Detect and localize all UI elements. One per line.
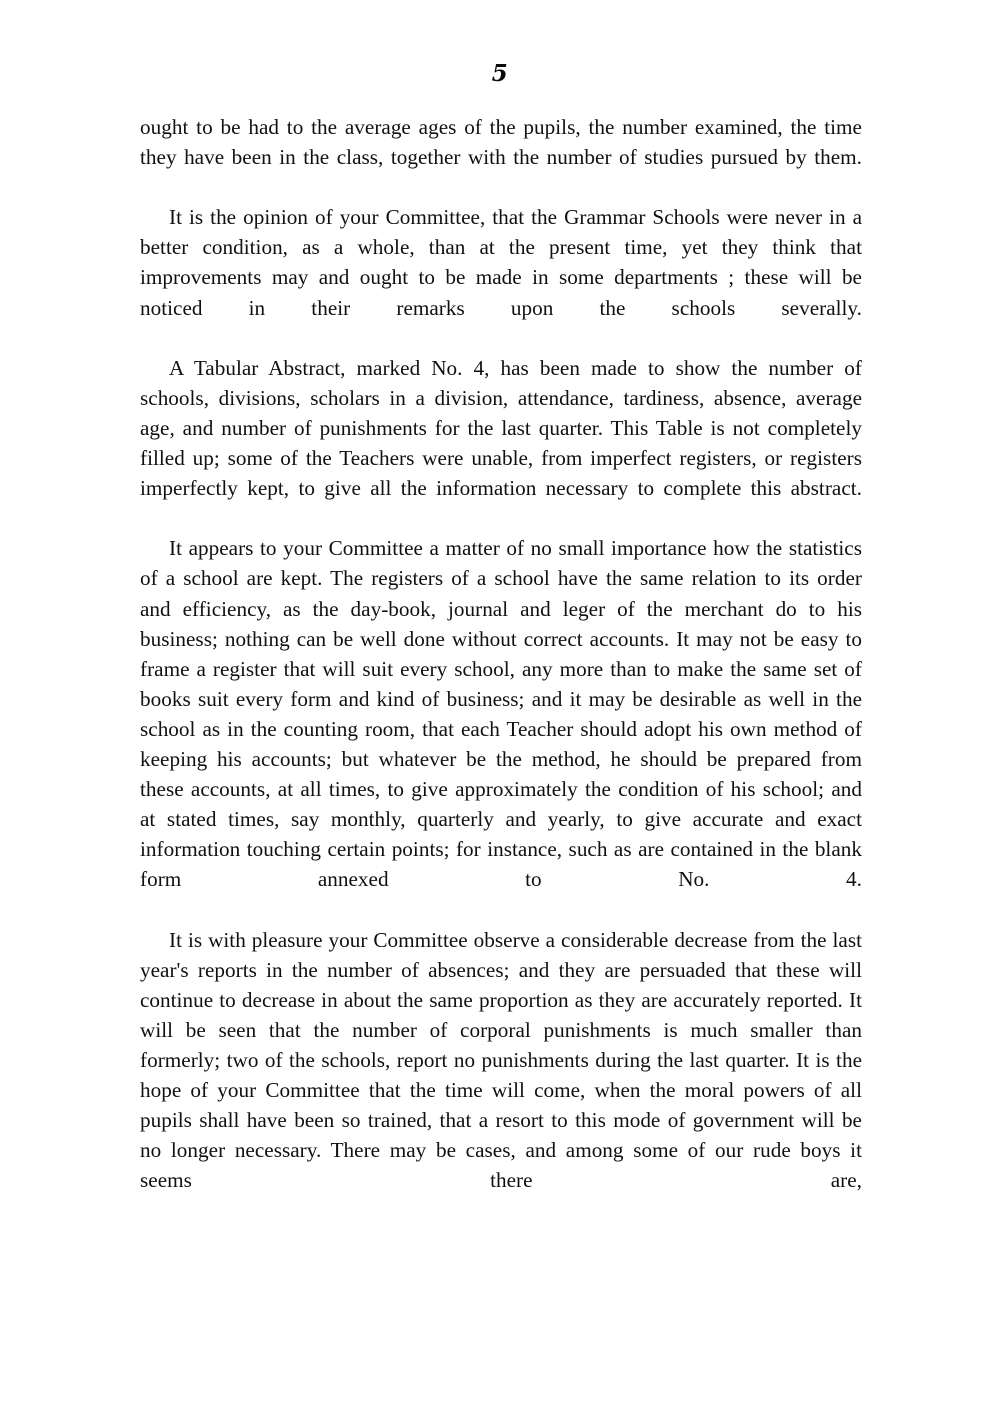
paragraph: ought to be had to the average ages of the pupils, the number examined, the time they have been in the class, together with the number of studies pursued by them. bbox=[140, 115, 862, 170]
paragraph: It is with pleasure your Committee observe a considerable decrease from the last year's reports in the number of absences; and they are persuaded that these will continue to decrease in about the same proportion as they are accurately reported. It will be seen that the number of corporal punishments is much smaller than formerly; two of the schools, report no punishments during the last quarter. It is the hope of your Committee that the time will come, when the moral powers of all pupils shall have been so trained, that a resort to this mode of government will be no longer necessary. There may be cases, and among some of our rude boys it seems there are, bbox=[140, 927, 862, 1193]
paragraph: It appears to your Committee a matter of no small importance how the statistics of a school are kept. The registers of a school have the same relation to its order and efficiency, as the day-book, journal and leger of the merchant do to his business; nothing can be well done without correct accounts. It may not be easy to frame a register that will suit every school, any more than to make the same set of books suit every form and kind of business; and it may be desirable as well in the school as in the counting room, that each Teacher should adopt his own method of keeping his accounts; but whatever be the method, he should be prepared from these accounts, at all times, to give approximately the condition of his school; and at stated times, say monthly, quarterly and yearly, to give accurate and exact information touching certain points; for instance, such as are contained in the blank form annexed to No. 4. bbox=[140, 536, 862, 892]
page-number: 5 bbox=[491, 60, 509, 87]
paragraph: A Tabular Abstract, marked No. 4, has been made to show the number of schools, divisions, scholars in a division, attendance, tardiness, absence, average age, and number of punishments for the last quarter. This Table is not completely filled up; some of the Teachers were unable, from imperfect registers, or registers imperfectly kept, to give all the information necessary to complete this abstract. bbox=[140, 355, 862, 501]
body-text-block bbox=[140, 112, 862, 1225]
paragraph: It is the opinion of your Committee, that the Grammar Schools were never in a better condition, as a whole, than at the present time, yet they think that improvements may and ought to be made in some departments ; these will be noticed in their remarks upon the schools severally. bbox=[140, 205, 862, 320]
